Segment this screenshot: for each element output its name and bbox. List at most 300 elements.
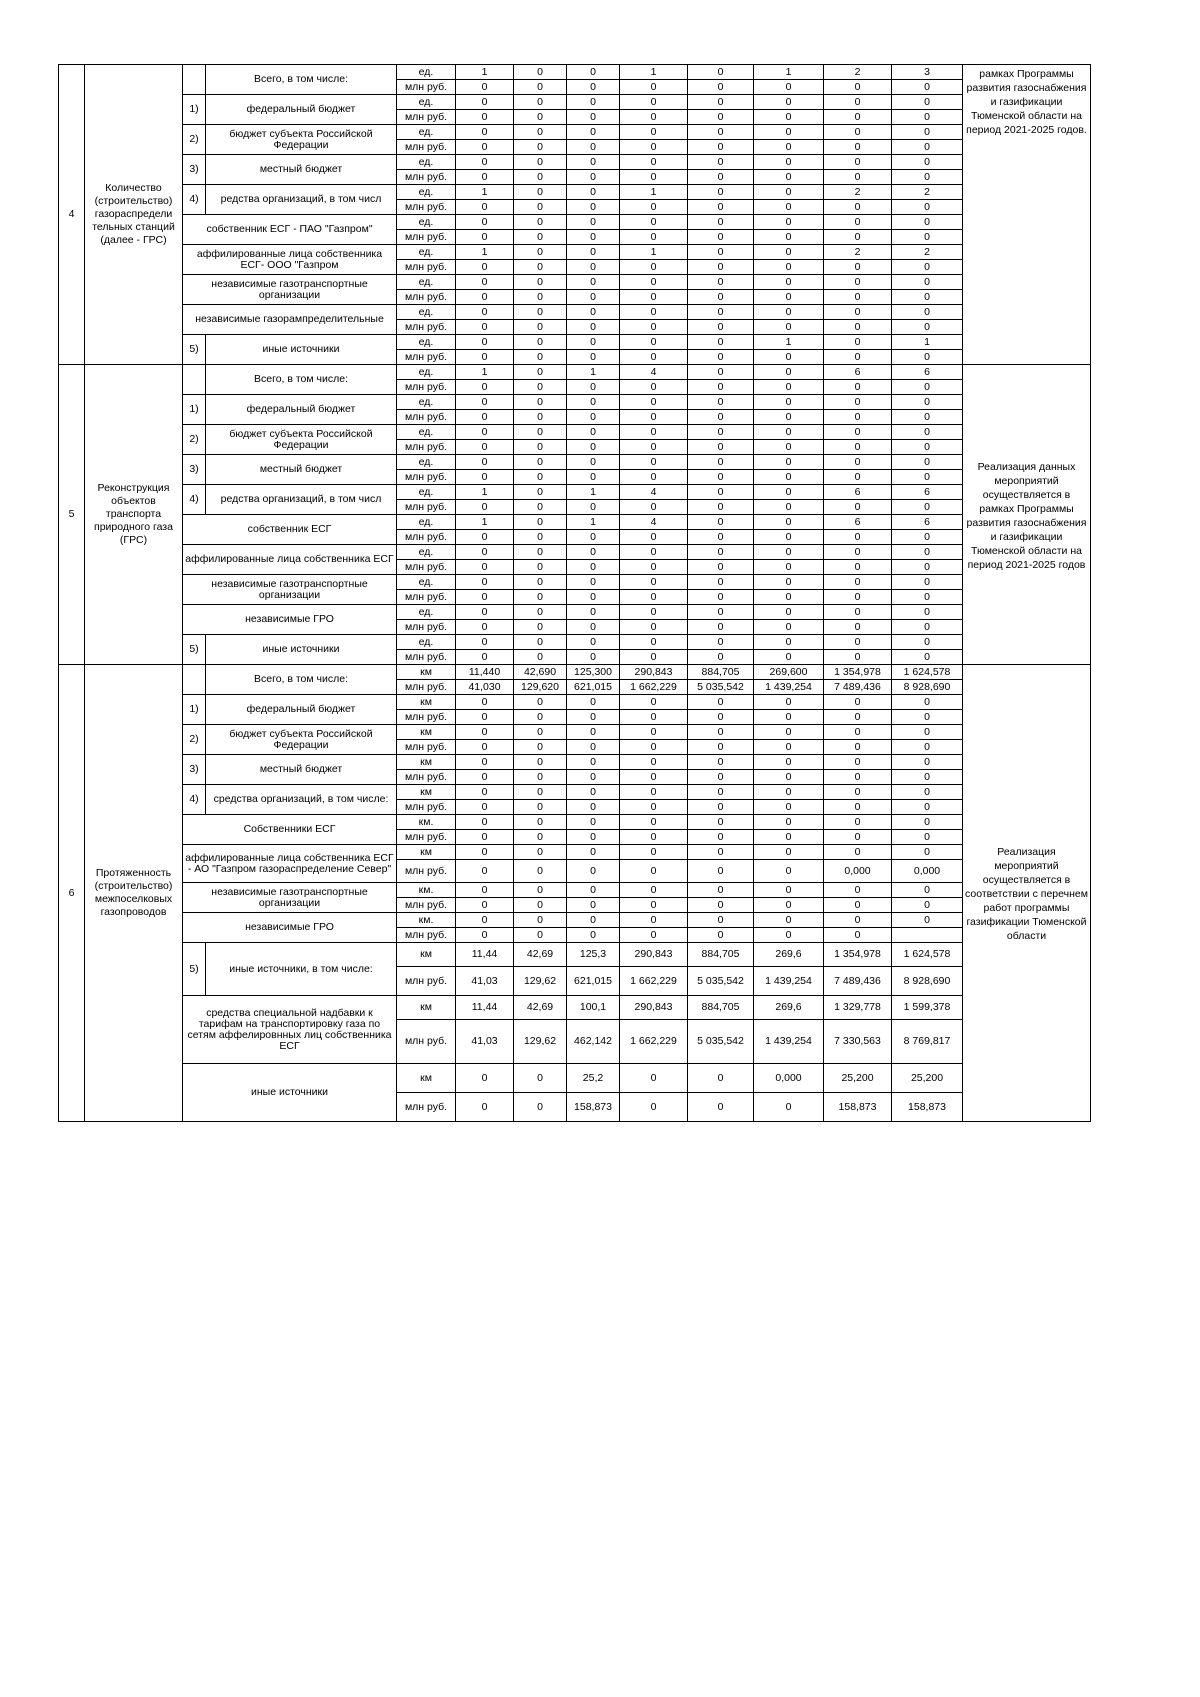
unit-cell: ед. <box>397 95 456 110</box>
value-cell: 0 <box>892 500 963 515</box>
value-cell: 0 <box>892 95 963 110</box>
table-row <box>59 1064 1091 1093</box>
value-cell: 0 <box>456 785 514 800</box>
value-cell: 0 <box>620 815 688 830</box>
source-label: иные источники <box>183 1064 397 1122</box>
value-cell: 0 <box>892 425 963 440</box>
value-cell: 0 <box>688 380 754 395</box>
value-cell: 0 <box>688 365 754 380</box>
value-cell: 0 <box>824 290 892 305</box>
value-cell: 158,873 <box>567 1093 620 1122</box>
value-cell: 0 <box>567 320 620 335</box>
value-cell: 0 <box>514 305 567 320</box>
table-row <box>59 883 1091 898</box>
value-cell: 1 624,578 <box>892 943 963 967</box>
value-cell: 0 <box>514 913 567 928</box>
value-cell: 0 <box>620 110 688 125</box>
value-cell: 0 <box>754 455 824 470</box>
value-cell: 0 <box>456 898 514 913</box>
value-cell: 0 <box>754 350 824 365</box>
value-cell: 0 <box>824 380 892 395</box>
source-label: средства организаций, в том числе: <box>206 785 397 815</box>
table-row <box>59 365 1091 380</box>
value-cell: 0 <box>456 605 514 620</box>
value-cell: 0 <box>514 898 567 913</box>
value-cell: 25,200 <box>824 1064 892 1093</box>
value-cell: 0 <box>620 695 688 710</box>
value-cell: 1 439,254 <box>754 680 824 695</box>
value-cell: 42,69 <box>514 943 567 967</box>
row-number: 5 <box>59 365 85 665</box>
value-cell: 7 489,436 <box>824 967 892 996</box>
value-cell: 6 <box>892 365 963 380</box>
value-cell: 0 <box>824 770 892 785</box>
value-cell: 1 599,378 <box>892 996 963 1020</box>
value-cell: 0 <box>892 455 963 470</box>
value-cell: 0 <box>567 440 620 455</box>
value-cell: 0 <box>514 185 567 200</box>
value-cell: 0 <box>688 1064 754 1093</box>
value-cell: 2 <box>824 65 892 80</box>
unit-cell: ед. <box>397 65 456 80</box>
value-cell: 0 <box>688 485 754 500</box>
value-cell: 0 <box>688 815 754 830</box>
value-cell: 0 <box>620 170 688 185</box>
value-cell: 0 <box>824 575 892 590</box>
value-cell: 0 <box>754 1093 824 1122</box>
value-cell: 0 <box>514 470 567 485</box>
value-cell: 7 489,436 <box>824 680 892 695</box>
value-cell: 0 <box>824 335 892 350</box>
value-cell: 0 <box>514 410 567 425</box>
value-cell: 0 <box>514 560 567 575</box>
value-cell: 0 <box>514 1064 567 1093</box>
source-label: независимые газотранспортные организации <box>183 275 397 305</box>
unit-cell: млн руб. <box>397 200 456 215</box>
value-cell: 0 <box>754 695 824 710</box>
unit-cell: млн руб. <box>397 410 456 425</box>
value-cell: 0 <box>824 815 892 830</box>
value-cell: 0 <box>514 725 567 740</box>
value-cell: 0 <box>688 913 754 928</box>
value-cell: 0 <box>620 605 688 620</box>
value-cell: 0 <box>688 1093 754 1122</box>
value-cell: 0 <box>754 860 824 883</box>
unit-cell: км. <box>397 883 456 898</box>
value-cell: 0 <box>892 470 963 485</box>
value-cell: 269,6 <box>754 996 824 1020</box>
source-label: Всего, в том числе: <box>206 365 397 395</box>
value-cell: 0 <box>514 883 567 898</box>
value-cell: 0 <box>892 725 963 740</box>
value-cell: 0 <box>514 440 567 455</box>
value-cell: 1 329,778 <box>824 996 892 1020</box>
value-cell: 0 <box>754 395 824 410</box>
source-label: бюджет субъекта Российской Федерации <box>206 425 397 455</box>
value-cell: 0 <box>456 125 514 140</box>
value-cell: 1 <box>892 335 963 350</box>
value-cell: 0 <box>567 260 620 275</box>
source-number: 3) <box>183 455 206 485</box>
value-cell: 0 <box>824 898 892 913</box>
value-cell: 0 <box>824 350 892 365</box>
value-cell: 0 <box>620 620 688 635</box>
value-cell: 1 <box>567 515 620 530</box>
value-cell: 0 <box>892 350 963 365</box>
value-cell: 0 <box>754 260 824 275</box>
value-cell: 1 <box>456 185 514 200</box>
table-row <box>59 65 1091 80</box>
value-cell: 0 <box>824 320 892 335</box>
value-cell: 0 <box>754 320 824 335</box>
value-cell: 0 <box>620 290 688 305</box>
value-cell: 0 <box>620 470 688 485</box>
value-cell: 0 <box>892 290 963 305</box>
value-cell: 0 <box>620 928 688 943</box>
source-number <box>183 665 206 695</box>
value-cell: 0 <box>824 590 892 605</box>
value-cell: 0 <box>620 530 688 545</box>
value-cell: 884,705 <box>688 996 754 1020</box>
value-cell: 0,000 <box>754 1064 824 1093</box>
value-cell: 0 <box>824 635 892 650</box>
table-row <box>59 185 1091 200</box>
value-cell: 0 <box>620 500 688 515</box>
value-cell: 0 <box>754 560 824 575</box>
value-cell: 0 <box>456 350 514 365</box>
value-cell: 0 <box>514 455 567 470</box>
value-cell: 0 <box>620 305 688 320</box>
value-cell: 0 <box>456 635 514 650</box>
unit-cell: км <box>397 755 456 770</box>
value-cell: 0 <box>688 260 754 275</box>
value-cell: 0 <box>514 515 567 530</box>
unit-cell: млн руб. <box>397 170 456 185</box>
value-cell: 0 <box>754 215 824 230</box>
value-cell: 0 <box>824 605 892 620</box>
value-cell: 0 <box>567 883 620 898</box>
value-cell: 0 <box>456 560 514 575</box>
value-cell: 0 <box>456 500 514 515</box>
value-cell: 0 <box>514 125 567 140</box>
value-cell: 0 <box>567 695 620 710</box>
value-cell: 11,44 <box>456 943 514 967</box>
value-cell: 0 <box>754 913 824 928</box>
source-number: 1) <box>183 395 206 425</box>
value-cell: 290,843 <box>620 943 688 967</box>
value-cell: 0 <box>567 898 620 913</box>
unit-cell: ед. <box>397 425 456 440</box>
value-cell: 0 <box>688 350 754 365</box>
unit-cell: км. <box>397 913 456 928</box>
table-row <box>59 305 1091 320</box>
unit-cell: млн руб. <box>397 928 456 943</box>
value-cell: 0 <box>456 913 514 928</box>
value-cell: 2 <box>892 245 963 260</box>
unit-cell: км <box>397 1064 456 1093</box>
value-cell: 0 <box>456 425 514 440</box>
value-cell: 0 <box>892 770 963 785</box>
value-cell: 0 <box>567 740 620 755</box>
unit-cell: км <box>397 845 456 860</box>
value-cell: 0 <box>456 140 514 155</box>
value-cell: 0 <box>754 755 824 770</box>
source-label: аффилированные лица собственника ЕСГ- ООО "Газпром <box>183 245 397 275</box>
value-cell: 0 <box>754 245 824 260</box>
value-cell: 11,44 <box>456 996 514 1020</box>
value-cell: 0 <box>620 725 688 740</box>
value-cell: 0 <box>456 80 514 95</box>
table-row <box>59 215 1091 230</box>
value-cell: 0 <box>620 898 688 913</box>
value-cell: 0 <box>754 200 824 215</box>
value-cell: 0 <box>754 830 824 845</box>
value-cell: 0 <box>620 1093 688 1122</box>
value-cell: 0 <box>620 545 688 560</box>
unit-cell: млн руб. <box>397 770 456 785</box>
value-cell: 0 <box>456 155 514 170</box>
value-cell: 0 <box>688 860 754 883</box>
value-cell: 0 <box>688 110 754 125</box>
unit-cell: млн руб. <box>397 620 456 635</box>
source-label: федеральный бюджет <box>206 395 397 425</box>
value-cell: 0 <box>620 335 688 350</box>
note-cell: Реализация мероприятий осуществляется в соответствии с перечнем работ программы газификации Тюменской области <box>963 665 1091 1122</box>
table-row <box>59 245 1091 260</box>
unit-cell: млн руб. <box>397 1020 456 1064</box>
indicators-table <box>58 64 1091 1122</box>
value-cell: 0 <box>456 620 514 635</box>
value-cell: 0 <box>620 140 688 155</box>
value-cell: 0 <box>688 515 754 530</box>
unit-cell: ед. <box>397 635 456 650</box>
value-cell: 0 <box>514 140 567 155</box>
value-cell: 0 <box>892 125 963 140</box>
value-cell: 0 <box>567 710 620 725</box>
unit-cell: млн руб. <box>397 470 456 485</box>
source-label: независимые газотранспортные организации <box>183 575 397 605</box>
value-cell: 6 <box>892 485 963 500</box>
value-cell: 0 <box>824 650 892 665</box>
value-cell: 0 <box>567 425 620 440</box>
source-number <box>183 65 206 95</box>
table-row <box>59 155 1091 170</box>
unit-cell: млн руб. <box>397 230 456 245</box>
value-cell: 0 <box>824 845 892 860</box>
unit-cell: млн руб. <box>397 260 456 275</box>
value-cell: 0 <box>754 275 824 290</box>
source-number: 2) <box>183 425 206 455</box>
value-cell: 0 <box>620 80 688 95</box>
table-row <box>59 943 1091 967</box>
value-cell: 0 <box>754 530 824 545</box>
value-cell: 0 <box>688 305 754 320</box>
value-cell: 290,843 <box>620 665 688 680</box>
source-label: Всего, в том числе: <box>206 665 397 695</box>
value-cell: 0 <box>688 245 754 260</box>
value-cell: 0 <box>688 290 754 305</box>
value-cell: 0 <box>514 928 567 943</box>
value-cell: 0 <box>892 320 963 335</box>
value-cell: 0 <box>456 845 514 860</box>
table-row <box>59 913 1091 928</box>
value-cell: 1 354,978 <box>824 943 892 967</box>
value-cell: 1 <box>456 485 514 500</box>
value-cell: 0 <box>688 845 754 860</box>
value-cell: 7 330,563 <box>824 1020 892 1064</box>
value-cell: 0 <box>567 770 620 785</box>
value-cell: 0 <box>456 110 514 125</box>
value-cell: 884,705 <box>688 665 754 680</box>
source-label: местный бюджет <box>206 455 397 485</box>
value-cell: 0 <box>688 740 754 755</box>
value-cell: 0 <box>567 65 620 80</box>
value-cell: 129,620 <box>514 680 567 695</box>
value-cell: 11,440 <box>456 665 514 680</box>
value-cell: 42,69 <box>514 996 567 1020</box>
value-cell: 0 <box>620 425 688 440</box>
value-cell: 0 <box>514 800 567 815</box>
value-cell: 0 <box>620 125 688 140</box>
value-cell: 0 <box>754 380 824 395</box>
value-cell: 0 <box>514 200 567 215</box>
value-cell: 0 <box>567 200 620 215</box>
value-cell: 0 <box>754 635 824 650</box>
value-cell: 0 <box>456 230 514 245</box>
value-cell: 462,142 <box>567 1020 620 1064</box>
value-cell: 0 <box>754 80 824 95</box>
value-cell: 0 <box>456 530 514 545</box>
source-label: иные источники <box>206 635 397 665</box>
value-cell: 0 <box>567 928 620 943</box>
value-cell: 0 <box>892 605 963 620</box>
note-cell: Реализация данных мероприятий осуществляется в рамках Программы развития газоснабжения и газификации Тюменской области на период 2021-2025 годов <box>963 365 1091 665</box>
value-cell: 0 <box>892 410 963 425</box>
value-cell: 0 <box>620 260 688 275</box>
value-cell: 0 <box>824 80 892 95</box>
value-cell: 0 <box>514 500 567 515</box>
value-cell: 0 <box>514 770 567 785</box>
value-cell: 0 <box>824 800 892 815</box>
value-cell: 0 <box>754 650 824 665</box>
value-cell: 0 <box>567 290 620 305</box>
value-cell: 0 <box>567 545 620 560</box>
table-row <box>59 485 1091 500</box>
unit-cell: млн руб. <box>397 500 456 515</box>
value-cell: 0 <box>824 275 892 290</box>
source-label: независимые газотранспортные организации <box>183 883 397 913</box>
value-cell: 0 <box>892 620 963 635</box>
value-cell: 0 <box>688 125 754 140</box>
value-cell: 0 <box>567 530 620 545</box>
value-cell: 125,300 <box>567 665 620 680</box>
value-cell: 0 <box>824 440 892 455</box>
source-label: собственник ЕСГ <box>183 515 397 545</box>
value-cell: 0 <box>620 755 688 770</box>
value-cell: 0 <box>456 590 514 605</box>
value-cell: 0 <box>688 410 754 425</box>
value-cell: 0 <box>824 913 892 928</box>
value-cell: 0 <box>514 830 567 845</box>
value-cell: 129,62 <box>514 967 567 996</box>
value-cell: 0 <box>754 125 824 140</box>
value-cell: 0 <box>824 928 892 943</box>
value-cell: 0 <box>688 155 754 170</box>
value-cell: 0 <box>514 815 567 830</box>
value-cell: 4 <box>620 365 688 380</box>
value-cell: 0 <box>567 560 620 575</box>
value-cell: 0 <box>567 185 620 200</box>
value-cell: 0 <box>688 710 754 725</box>
unit-cell: млн руб. <box>397 590 456 605</box>
source-number: 5) <box>183 635 206 665</box>
value-cell: 0 <box>456 695 514 710</box>
value-cell: 269,6 <box>754 943 824 967</box>
value-cell: 0 <box>892 755 963 770</box>
unit-cell: ед. <box>397 455 456 470</box>
value-cell: 0 <box>824 830 892 845</box>
value-cell: 0 <box>892 800 963 815</box>
source-label: независимые газорампределительные <box>183 305 397 335</box>
value-cell: 1 <box>754 335 824 350</box>
value-cell: 0 <box>567 455 620 470</box>
value-cell: 0 <box>824 125 892 140</box>
value-cell: 0 <box>754 725 824 740</box>
value-cell: 0 <box>620 350 688 365</box>
value-cell: 0 <box>754 440 824 455</box>
value-cell: 8 769,817 <box>892 1020 963 1064</box>
value-cell: 0 <box>514 695 567 710</box>
value-cell: 0 <box>892 395 963 410</box>
value-cell: 0 <box>514 95 567 110</box>
value-cell: 0 <box>456 740 514 755</box>
value-cell: 0 <box>567 170 620 185</box>
value-cell: 0 <box>456 290 514 305</box>
value-cell: 0 <box>824 725 892 740</box>
value-cell: 0 <box>567 155 620 170</box>
unit-cell: млн руб. <box>397 350 456 365</box>
value-cell: 0 <box>824 155 892 170</box>
value-cell: 0 <box>892 883 963 898</box>
value-cell: 0 <box>688 440 754 455</box>
value-cell: 6 <box>824 485 892 500</box>
value-cell: 0 <box>824 883 892 898</box>
value-cell: 0 <box>688 770 754 785</box>
value-cell: 0 <box>688 425 754 440</box>
value-cell: 0 <box>567 410 620 425</box>
value-cell <box>892 928 963 943</box>
value-cell: 0 <box>514 710 567 725</box>
table-row <box>59 785 1091 800</box>
unit-cell: млн руб. <box>397 967 456 996</box>
source-label: иные источники <box>206 335 397 365</box>
value-cell: 0 <box>688 185 754 200</box>
value-cell: 0 <box>567 470 620 485</box>
value-cell: 0 <box>892 913 963 928</box>
value-cell: 0 <box>620 913 688 928</box>
unit-cell: млн руб. <box>397 110 456 125</box>
value-cell: 0 <box>567 335 620 350</box>
value-cell: 0 <box>688 170 754 185</box>
value-cell: 0 <box>824 410 892 425</box>
row-number: 4 <box>59 65 85 365</box>
value-cell: 0 <box>514 545 567 560</box>
value-cell: 0 <box>754 170 824 185</box>
table-body <box>59 65 1091 1122</box>
value-cell: 0 <box>514 845 567 860</box>
table-row <box>59 755 1091 770</box>
value-cell: 0 <box>567 350 620 365</box>
